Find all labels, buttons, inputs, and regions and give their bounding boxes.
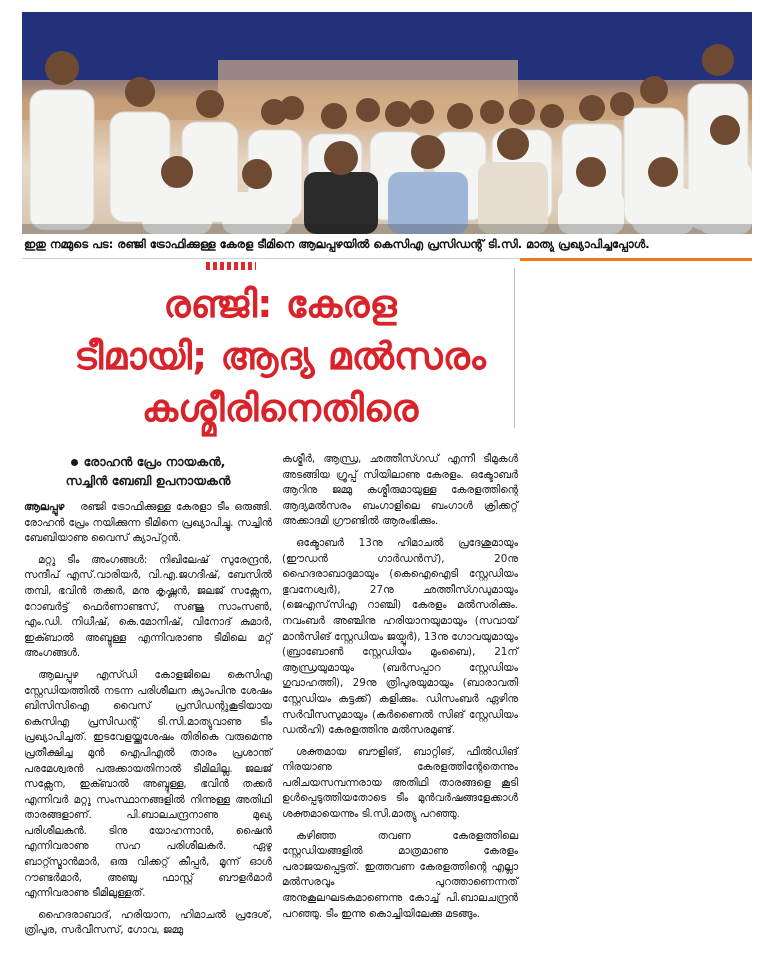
team-photo-illustration xyxy=(22,12,752,234)
article-paragraph: ഒക്ടോബർ 13നു ഹിമാചൽ പ്രദേശുമായും (ഈഡൻ ഗാർഡൻസ്), 20നു ഹൈദരാബാദുമായും (കെഐഐടി സ്റ്റേഡിയം ഭുവനേശ്വർ), 27നു ഛത്തീസ്ഗഡുമായും (ജെഎസ്‌സിഎ റാഞ്ചി) കേരളം മൽസരിക്കും. നവംബർ അഞ്ചിനു ഹരിയാനയുമായും (സവായ് മാൻസിങ് സ്റ്റേഡിയം ജയ്പൂർ), 13നു ഗോവയുമായും (ബ്രാബോൺ സ്റ്റേഡിയം മുംബൈ), 21ന് ആന്ധ്രയുമായും (ബർസപ്പാറ സ്റ്റേഡിയം ഗുവാഹത്തി), 29നു ത്രിപുരയുമായും (ബാരാവതി സ്റ്റേഡിയം കട്ടക്ക്) കളിക്കും. ഡിസംബർ ഏഴിനു സർവീസസുമായും (കർണൈൽ സിങ് സ്റ്റേഡിയം ഡൽഹി) കേരളത്തിനു മൽസരമുണ്ട്. xyxy=(282,536,518,737)
article-paragraph: ഹൈദരാബാദ്, ഹരിയാന, ഹിമാചൽ പ്രദേശ്, ത്രിപുര, സർവീസസ്, ഗോവ, ജമ്മു xyxy=(24,908,272,937)
article-column-1 xyxy=(24,500,272,945)
column-divider xyxy=(514,268,515,428)
photo-caption: ഇതു നമ്മുടെ പട: രഞ്ജി ട്രോഫിക്കുള്ള കേരള ടീമിനെ ആലപ്പുഴയിൽ കെസിഎ പ്രസിഡന്റ് ടി.സി. മാത്യു പ്രഖ്യാപിച്ചപ്പോൾ. xyxy=(24,237,650,251)
headline-line-1: രഞ്ജി: കേരള xyxy=(163,282,397,326)
caption-divider xyxy=(22,258,520,259)
headline-line-2: ടീമായി; ആദ്യ മൽസരം xyxy=(74,334,486,378)
accent-mark xyxy=(206,262,256,270)
article-column-2 xyxy=(282,452,518,928)
accent-rule xyxy=(520,258,752,261)
paragraph-text: രഞ്ജി ട്രോഫിക്കുള്ള കേരളാ ടീം ഒരുങ്ങി. രോഹൻ പ്രേം നയിക്കുന്ന ടീമിനെ പ്രഖ്യാപിച്ചു. സച്ചിൻ ബേബിയാണു വൈസ് ക്യാപ്റ്റൻ. xyxy=(24,501,272,545)
article-paragraph: കഴിഞ്ഞ തവണ കേരളത്തിലെ സ്റ്റേഡിയങ്ങളിൽ മാത്രമാണു കേരളം പരാജയപ്പെട്ടത്. ഇത്തവണ കേരളത്തിന്റെ എല്ലാ മൽസരവും പുറത്താണെന്നത് അനുകൂലഘടകമാണെന്നു കോച്ച് പി.ബാലചന്ദ്രൻ പറഞ്ഞു. ടീം ഇന്നു കൊച്ചിയിലേക്കു മടങ്ങും. xyxy=(282,829,518,920)
byline xyxy=(24,452,272,490)
headline-line-3: കശ്മീരിനെതിരെ xyxy=(141,386,419,430)
article-paragraph: കശ്മീർ, ആന്ധ്ര, ഛത്തീസ്ഗഡ് എന്നീ ടീമുകൾ അടങ്ങിയ ഗ്രൂപ്പ് സിയിലാണു കേരളം. ഒക്ടോബർ ആറിനു ജമ്മു കശ്മീരുമായുള്ള കേരളത്തിന്റെ ആദ്യമൽസരം ബംഗാളിലെ ബംഗാൾ ക്രിക്കറ്റ് അക്കാദമി ഗ്രൗണ്ടിൽ ആരംഭിക്കും. xyxy=(282,453,518,528)
byline-line-1: രോഹൻ പ്രേം നായകൻ, xyxy=(83,454,226,469)
article-paragraph: ആലപ്പുഴ എസ്ഡി കോളജിലെ കെസിഎ സ്റ്റേഡിയത്തിൽ നടന്ന പരിശീലന ക്യാംപിനു ശേഷം ബിസിസിഐ വൈസ് പ്രസിഡന്റുകൂടിയായ കെസിഎ പ്രസിഡന്റ് ടി.സി.മാത്യുവാണു ടീം പ്രഖ്യാപിച്ചത്. ഇടവേളയ്ക്കുശേഷം തിരികെ വരുമെന്നു പ്രതീക്ഷിച്ച മുൻ ഐപിഎൽ താരം പ്രശാന്ത് പരമേശ്വരൻ പരുക്കായതിനാൽ ടീമിലില്ല. ജലജ് സക്സേന, ഇക്ബാൽ അബ്ദുള്ള, ഭവിൻ തക്കർ എന്നിവർ മറ്റു സംസ്ഥാനങ്ങളിൽ നിന്നുള്ള അതിഥി താരങ്ങളാണ്. പി.ബാലചന്ദ്രനാണു മുഖ്യ പരിശീലകൻ. ടിനു യോഹന്നാൻ, ഷൈൻ എന്നിവരാണു സഹ പരിശീലകർ. ഏഴു ബാറ്റ്സ്മാൻമാർ, ഒരു വിക്കറ്റ് കീപ്പർ, മൂന്ന് ഓൾ റൗണ്ടർമാർ, അഞ്ചു ഫാസ്റ്റ് ബൗളർമാർ എന്നിവരാണു ടീമിലുള്ളത്. xyxy=(24,668,272,900)
headline xyxy=(60,278,500,434)
article-paragraph xyxy=(24,500,272,547)
dateline: ആലപ്പുഴ xyxy=(24,501,65,513)
article-paragraph: ശക്തമായ ബൗളിങ്, ബാറ്റിങ്, ഫീൽഡിങ് നിരയാണു കേരളത്തിന്റേതെന്നും പരിചയസമ്പന്നരായ അതിഥി താരങ്ങളെ കൂടി ഉൾപ്പെടുത്തിയതോടെ ടീം മുൻവർഷങ്ങളേക്കാൾ ശക്തമായെന്നും ടി.സി.മാത്യു പറഞ്ഞു. xyxy=(282,745,518,821)
byline-line-2: സച്ചിൻ ബേബി ഉപനായകൻ xyxy=(65,473,231,488)
bullet-icon xyxy=(71,459,78,466)
article-paragraph: മറ്റു ടീം അംഗങ്ങൾ: നിഖിലേഷ് സുരേന്ദ്രൻ, സന്ദീപ് എസ്.വാരിയർ, വി.എ.ജഗദീഷ്, ബേസിൽ തമ്പി, ഭവിൻ തക്കർ, മനു കൃഷ്ണൻ, ജലജ് സക്സേന, റോബർട്ട് ഫെർണാണ്ടസ്, സഞ്ജു സാംസൺ, എം.ഡി. നിധീഷ്, കെ.മോനിഷ്, വിനോദ് കുമാർ, ഇക്ബാൽ അബ്ദുള്ള എന്നിവരാണു ടീമിലെ മറ്റ് അംഗങ്ങൾ. xyxy=(24,553,272,660)
team-photo xyxy=(22,12,752,234)
